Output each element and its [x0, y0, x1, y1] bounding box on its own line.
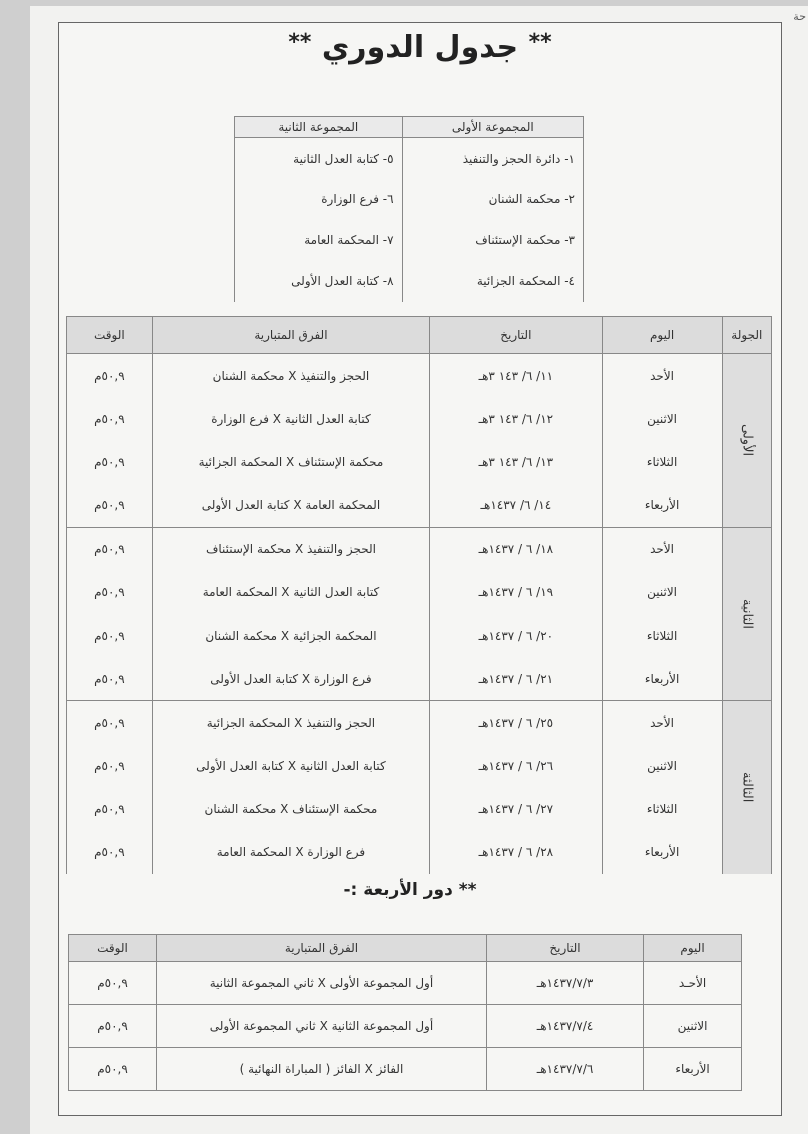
match-teams: الحجز والتنفيذ X محكمة الشنان [152, 354, 429, 398]
group2-team: ٥- كتابة العدل الثانية [235, 138, 403, 180]
title-stars-left: ** [288, 30, 312, 55]
col-round: الجولة [722, 317, 771, 354]
group2-team: ٧- المحكمة العامة [235, 220, 403, 261]
group1-team: ٢- محكمة الشنان [402, 179, 583, 220]
final-row [69, 1048, 742, 1091]
match-teams: كتابة العدل الثانية X المحكمة العامة [152, 571, 429, 614]
match-time: ٥٠,٩م [67, 831, 153, 874]
match-day: الأربعاء [602, 657, 722, 701]
final-date: ١٤٣٧/٧/٤هـ [486, 1005, 643, 1048]
match-row [67, 354, 772, 398]
match-row [67, 788, 772, 831]
match-date: ١٣/ ٦/ ١٤٣ ٣هـ [430, 440, 602, 483]
group-row [235, 138, 584, 180]
final-col-teams: الفرق المتبارية [157, 935, 487, 962]
match-row [67, 744, 772, 787]
final-date: ١٤٣٧/٧/٦هـ [486, 1048, 643, 1091]
group-row [235, 261, 584, 302]
match-teams: الحجز والتنفيذ X المحكمة الجزائية [152, 701, 429, 745]
match-day: الأربعاء [602, 831, 722, 874]
match-row [67, 397, 772, 440]
match-time: ٥٠,٩م [67, 440, 153, 483]
final-col-time: الوقت [69, 935, 157, 962]
page-title [250, 30, 590, 65]
edge-text: حة [793, 10, 806, 23]
final-day: الأربعاء [644, 1048, 742, 1091]
match-row [67, 440, 772, 483]
match-time: ٥٠,٩م [67, 788, 153, 831]
match-row [67, 831, 772, 874]
group1-team: ٣- محكمة الإستئناف [402, 220, 583, 261]
final-four-title: ** دور الأربعة :- [343, 880, 477, 900]
match-time: ٥٠,٩م [67, 354, 153, 398]
match-teams: فرع الوزارة X كتابة العدل الأولى [152, 657, 429, 701]
title-text: جدول الدوري [321, 30, 519, 65]
match-row [67, 527, 772, 571]
match-day: الاثنين [602, 744, 722, 787]
match-row [67, 571, 772, 614]
final-teams: أول المجموعة الأولى X ثاني المجموعة الثانية [157, 962, 487, 1005]
title-stars-right: ** [528, 30, 552, 55]
match-date: ٢٦/ ٦ / ١٤٣٧هـ [430, 744, 602, 787]
match-date: ٢٧/ ٦ / ١٤٣٧هـ [430, 788, 602, 831]
match-time: ٥٠,٩م [67, 614, 153, 657]
final-col-date: التاريخ [486, 935, 643, 962]
match-teams: المحكمة العامة X كتابة العدل الأولى [152, 483, 429, 527]
col-teams: الفرق المتبارية [152, 317, 429, 354]
match-time: ٥٠,٩م [67, 483, 153, 527]
match-day: الثلاثاء [602, 788, 722, 831]
final-day: الأحـد [644, 962, 742, 1005]
col-day: اليوم [602, 317, 722, 354]
match-date: ١٢/ ٦/ ١٤٣ ٣هـ [430, 397, 602, 440]
match-row [67, 701, 772, 745]
match-day: الأربعاء [602, 483, 722, 527]
match-day: الأحد [602, 527, 722, 571]
match-row [67, 483, 772, 527]
match-date: ٢٠/ ٦ / ١٤٣٧هـ [430, 614, 602, 657]
final-row [69, 1005, 742, 1048]
col-date: التاريخ [430, 317, 602, 354]
match-date: ١٨/ ٦ / ١٤٣٧هـ [430, 527, 602, 571]
round-label: الأولى [722, 354, 771, 528]
schedule-table [66, 316, 772, 874]
match-row [67, 657, 772, 701]
final-row [69, 962, 742, 1005]
match-teams: المحكمة الجزائية X محكمة الشنان [152, 614, 429, 657]
match-time: ٥٠,٩م [67, 657, 153, 701]
final-date: ١٤٣٧/٧/٣هـ [486, 962, 643, 1005]
match-time: ٥٠,٩م [67, 701, 153, 745]
final-time: ٥٠,٩م [69, 1048, 157, 1091]
final-col-day: اليوم [644, 935, 742, 962]
match-date: ٢٨/ ٦ / ١٤٣٧هـ [430, 831, 602, 874]
round-label: الثانية [722, 527, 771, 701]
match-day: الأحد [602, 354, 722, 398]
match-day: الثلاثاء [602, 614, 722, 657]
match-teams: فرع الوزارة X المحكمة العامة [152, 831, 429, 874]
match-time: ٥٠,٩م [67, 397, 153, 440]
match-date: ١٩/ ٦ / ١٤٣٧هـ [430, 571, 602, 614]
match-day: الأحد [602, 701, 722, 745]
round-label: الثالثة [722, 701, 771, 874]
final-four-table [68, 934, 742, 1091]
group2-team: ٦- فرع الوزارة [235, 179, 403, 220]
final-teams: الفائز X الفائز ( المباراة النهائية ) [157, 1048, 487, 1091]
match-date: ٢٥/ ٦ / ١٤٣٧هـ [430, 701, 602, 745]
match-day: الاثنين [602, 571, 722, 614]
match-day: الاثنين [602, 397, 722, 440]
match-date: ١٤/ ٦/ ١٤٣٧هـ [430, 483, 602, 527]
match-time: ٥٠,٩م [67, 571, 153, 614]
match-row [67, 614, 772, 657]
final-time: ٥٠,٩م [69, 962, 157, 1005]
final-day: الاثنين [644, 1005, 742, 1048]
groups-table [234, 116, 584, 302]
match-date: ٢١/ ٦ / ١٤٣٧هـ [430, 657, 602, 701]
col-time: الوقت [67, 317, 153, 354]
group-row [235, 220, 584, 261]
match-teams: الحجز والتنفيذ X محكمة الإستئناف [152, 527, 429, 571]
match-teams: محكمة الإستئناف X محكمة الشنان [152, 788, 429, 831]
match-teams: كتابة العدل الثانية X كتابة العدل الأولى [152, 744, 429, 787]
group-row [235, 179, 584, 220]
match-day: الثلاثاء [602, 440, 722, 483]
final-time: ٥٠,٩م [69, 1005, 157, 1048]
match-date: ١١/ ٦/ ١٤٣ ٣هـ [430, 354, 602, 398]
final-teams: أول المجموعة الثانية X ثاني المجموعة الأولى [157, 1005, 487, 1048]
group1-team: ٤- المحكمة الجزائية [402, 261, 583, 302]
match-teams: محكمة الإستئناف X المحكمة الجزائية [152, 440, 429, 483]
group1-team: ١- دائرة الحجز والتنفيذ [402, 138, 583, 180]
match-time: ٥٠,٩م [67, 744, 153, 787]
match-teams: كتابة العدل الثانية X فرع الوزارة [152, 397, 429, 440]
group1-header: المجموعة الأولى [402, 117, 583, 138]
group2-team: ٨- كتابة العدل الأولى [235, 261, 403, 302]
match-time: ٥٠,٩م [67, 527, 153, 571]
group2-header: المجموعة الثانية [235, 117, 403, 138]
